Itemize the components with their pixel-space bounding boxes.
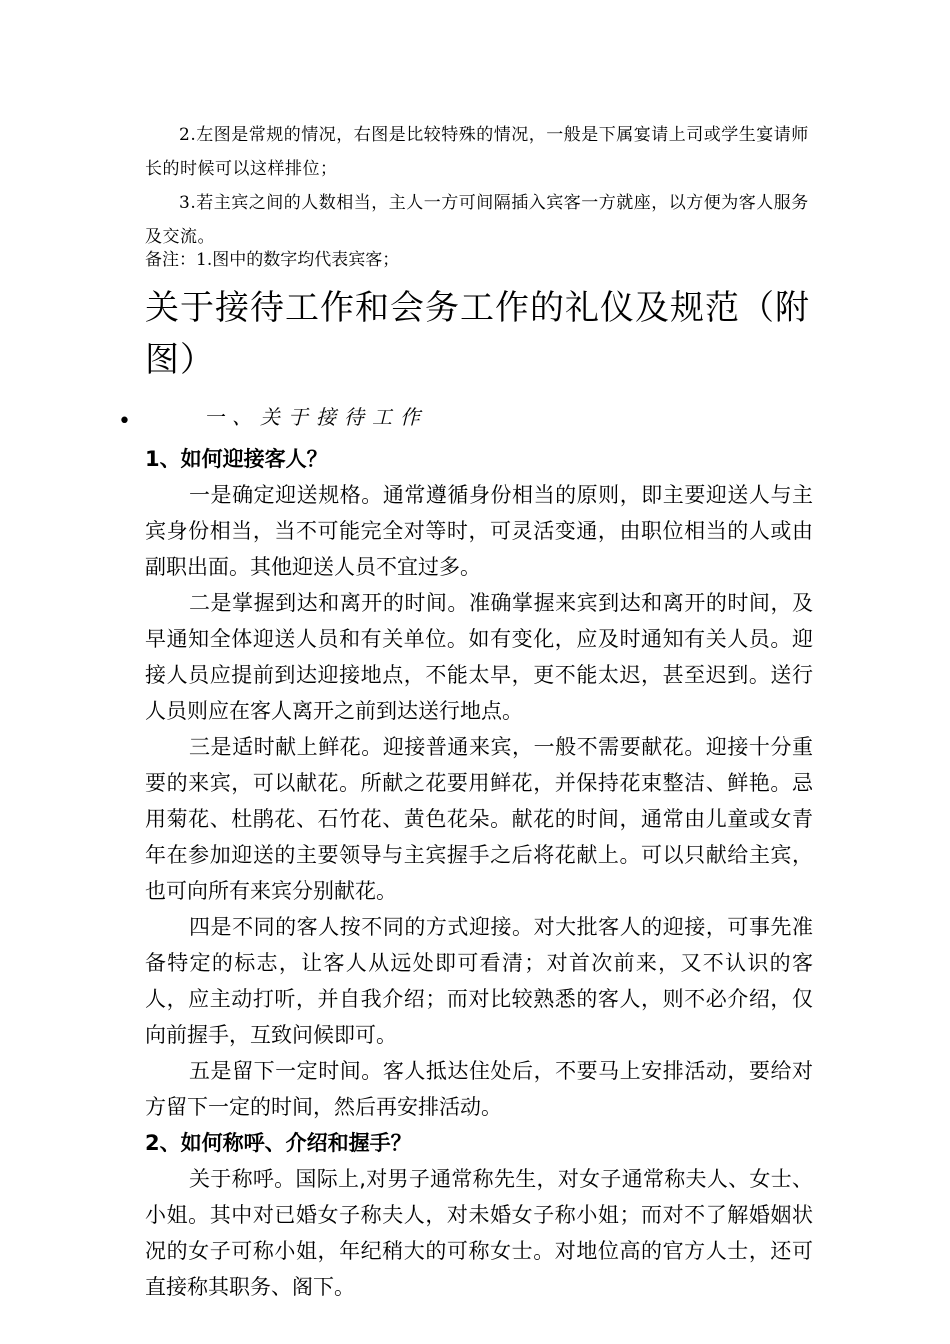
question-1-paragraph: 四是不同的客人按不同的方式迎接。对大批客人的迎接，可事先准备特定的标志，让客人从远处即可看清；对首次前来，又不认识的客人，应主动打听，并自我介绍；而对比较熟悉的客人，则不必介绍，仅向前握手，互致问候即可。 — [145, 915, 813, 1047]
seating-remark: 备注：1.图中的数字均代表宾客； — [145, 250, 400, 270]
question-1-paragraph: 一是确定迎送规格。通常遵循身份相当的原则，即主要迎送人与主宾身份相当，当不可能完全对等时，可灵活变通，由职位相当的人或由副职出面。其他迎送人员不宜过多。 — [145, 483, 813, 579]
question-1-paragraph: 三是适时献上鲜花。迎接普通来宾，一般不需要献花。迎接十分重要的来宾，可以献花。所献之花要用鲜花，并保持花束整洁、鲜艳。忌用菊花、杜鹃花、石竹花、黄色花朵。献花的时间，通常由儿童或女青年在参加迎送的主要领导与主宾握手之后将花献上。可以只献给主宾，也可向所有来宾分别献花。 — [145, 735, 813, 903]
question-2-heading: 2、如何称呼、介绍和握手？ — [145, 1131, 412, 1155]
question-1-paragraph: 二是掌握到达和离开的时间。准确掌握来宾到达和离开的时间，及早通知全体迎送人员和有关单位。如有变化，应及时通知有关人员。迎接人员应提前到达迎接地点，不能太早，更不能太迟，甚至迟到。送行人员则应在客人离开之前到达送行地点。 — [145, 591, 813, 723]
seating-note-3 — [145, 186, 813, 254]
bullet-icon: • — [118, 409, 131, 434]
questions-body — [145, 441, 813, 1305]
question-1-heading: 1、如何迎接客人？ — [145, 447, 328, 471]
question-1-paragraph: 五是留下一定时间。客人抵达住处后，不要马上安排活动，要给对方留下一定的时间，然后再安排活动。 — [145, 1059, 813, 1119]
seating-note-3-text: 3.若主宾之间的人数相当，主人一方可间隔插入宾客一方就座，以方便为客人服务及交流。 — [145, 193, 809, 247]
seating-note-2 — [145, 118, 813, 186]
seating-note-2-text: 2.左图是常规的情况，右图是比较特殊的情况，一般是下属宴请上司或学生宴请师长的时候可以这样排位； — [145, 125, 809, 179]
document-title: 关于接待工作和会务工作的礼仪及规范（附图） — [145, 288, 810, 380]
question-2-paragraph: 关于称呼。国际上,对男子通常称先生，对女子通常称夫人、女士、小姐。其中对已婚女子称夫人，对未婚女子称小姐；而对不了解婚姻状况的女子可称小姐，年纪稍大的可称女士。对地位高的官方人士，还可直接称其职务、阁下。 — [145, 1167, 813, 1299]
section-heading: 一、关于接待工作 — [204, 405, 428, 429]
